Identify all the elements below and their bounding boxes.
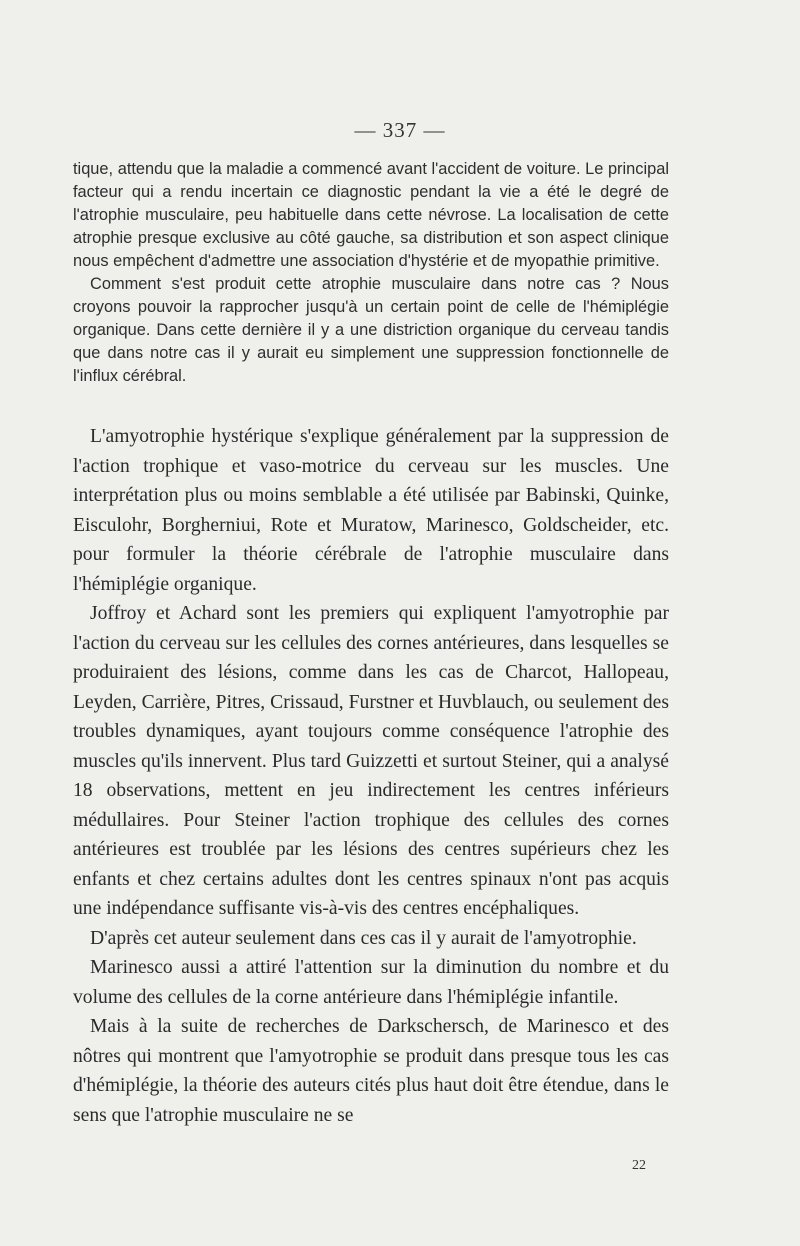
paragraph: Joffroy et Achard sont les premiers qui expliquent l'amyotrophie par l'action du cerveau sur les cellules des cornes antérieures, dans lesquelles se produiraient des lésions, comme dans les cas de Charcot, Hallopeau, Leyden, Carrière, Pitres, Crissaud, Furstner et Huvblauch, ou seulement des troubles dynamiques, ayant toujours comme conséquence l'atrophie des muscles qu'ils innervent. Plus tard Guizzetti et surtout Steiner, qui a analysé 18 observations, mettent en jeu indirectement les centres inférieurs médullaires. Pour Steiner l'action trophique des cellules des cornes antérieures est troublée par les lésions des centres supérieurs chez les enfants et chez certains adultes dont les centres spinaux n'ont pas acquis une indépendance suffisante vis-à-vis des centres encéphaliques. — [73, 603, 669, 919]
paragraph: Mais à la suite de recherches de Darkschersch, de Marinesco et des nôtres qui montrent que l'amyotrophie se produit dans presque tous les cas d'hémiplégie, la théorie des auteurs cités plus haut doit être étendue, dans le sens que l'atrophie musculaire ne se — [73, 1016, 669, 1126]
main-text-block — [73, 422, 669, 1130]
page-number: — 337 — — [354, 118, 446, 142]
paragraph: Comment s'est produit cette atrophie musculaire dans notre cas ? Nous croyons pouvoir la rapprocher jusqu'à un certain point de celle de l'hémiplégie organique. Dans cette dernière il y a une distriction organique du cerveau tandis que dans notre cas il y aurait eu simplement une suppression fonctionnelle de l'influx cérébral. — [73, 275, 669, 385]
signature-mark: 22 — [632, 1158, 646, 1173]
paragraph: Marinesco aussi a attiré l'attention sur la diminution du nombre et du volume des cellules de la corne antérieure dans l'hémiplégie infantile. — [73, 957, 669, 1008]
paragraph: tique, attendu que la maladie a commencé avant l'accident de voiture. Le principal facteur qui a rendu incertain ce diagnostic pendant la vie a été le degré de l'atrophie musculaire, peu habituelle dans cette névrose. La localisation de cette atrophie presque exclusive au côté gauche, sa distribution et son aspect clinique nous empêchent d'admettre une association d'hystérie et de myopathie primitive. — [73, 160, 669, 270]
paragraph: D'après cet auteur seulement dans ces cas il y aurait de l'amyotrophie. — [90, 927, 637, 949]
small-text-block — [73, 158, 669, 388]
paragraph: L'amyotrophie hystérique s'explique généralement par la suppression de l'action trophique et vaso-motrice du cerveau sur les muscles. Une interprétation plus ou moins semblable a été utilisée par Babinski, Quinke, Eisculohr, Borgherniui, Rote et Muratow, Marinesco, Goldscheider, etc. pour formuler la théorie cérébrale de l'atrophie musculaire dans l'hémiplégie organique. — [73, 426, 669, 595]
